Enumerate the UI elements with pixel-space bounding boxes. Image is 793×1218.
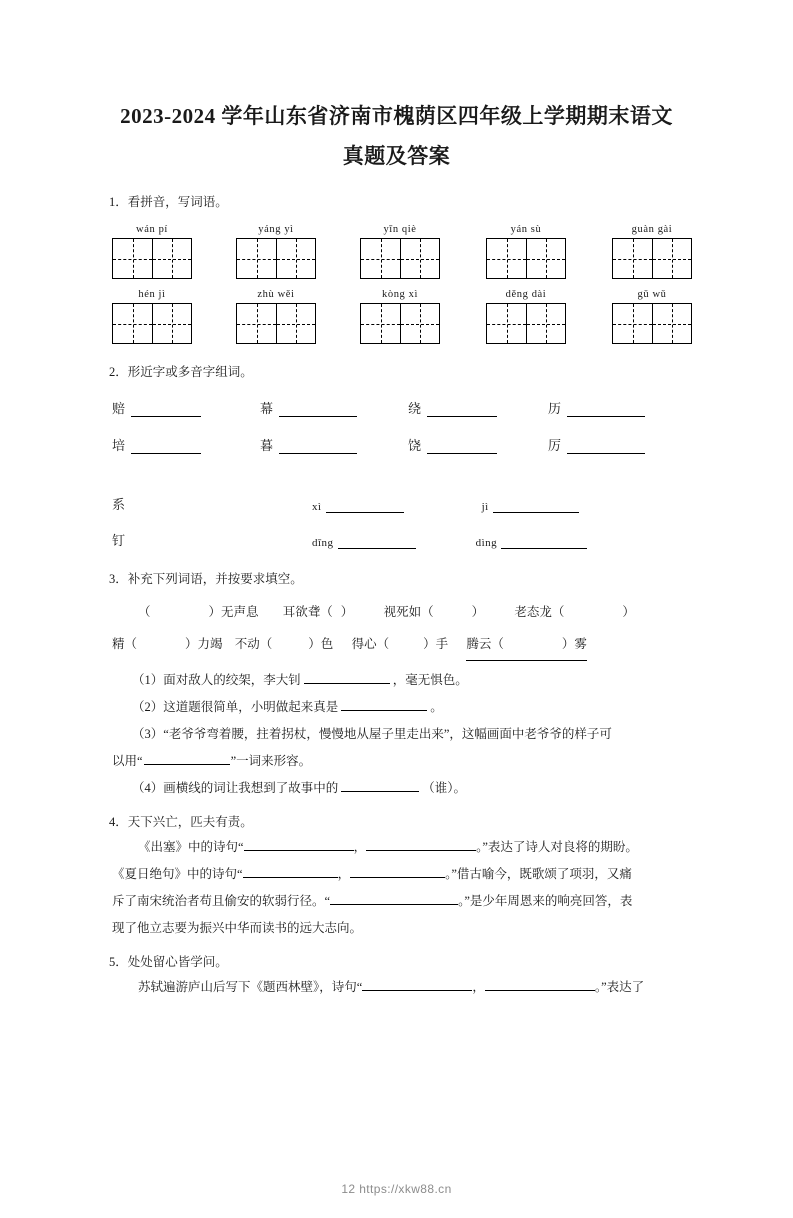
answer-blank[interactable] [341, 696, 427, 711]
word-formation-item [260, 398, 408, 417]
tianzige-cell[interactable] [526, 304, 565, 343]
word-formation-row-2 [112, 435, 696, 454]
word-char: 培 [112, 438, 126, 453]
title-line-1: 2023-2024 学年山东省济南市槐荫区四年级上学期期末语文 [120, 104, 673, 128]
idiom-pre: 耳欲聋（ [282, 605, 333, 619]
idiom-pre: 不动（ [234, 637, 273, 651]
word-char: 厉 [548, 438, 562, 453]
question-3-sub-4 [112, 775, 696, 802]
idiom-pre: 老态龙（ [514, 605, 565, 619]
idiom-post: ） [471, 605, 485, 619]
answer-blank[interactable] [362, 976, 472, 991]
idiom-pre: （ [138, 605, 151, 619]
line-mid: ， [472, 980, 485, 994]
idiom-line-1 [112, 597, 696, 627]
tianzige-cell[interactable] [487, 239, 526, 278]
question-1-prompt: 看拼音，写词语。 [127, 195, 228, 209]
tianzige-cell[interactable] [400, 239, 439, 278]
tianzige-cell[interactable] [526, 239, 565, 278]
answer-blank[interactable] [427, 402, 497, 417]
tianzige-cell[interactable] [361, 304, 400, 343]
question-3-sub-2 [112, 694, 696, 721]
page-title [0, 96, 793, 176]
tianzige-cell[interactable] [237, 239, 276, 278]
answer-blank[interactable] [350, 863, 445, 878]
tianzige-cell[interactable] [400, 304, 439, 343]
pinyin-label: kòng xì [382, 289, 418, 300]
word-char: 赔 [112, 401, 126, 416]
question-1-heading [109, 190, 696, 214]
answer-blank[interactable] [427, 439, 497, 454]
pinyin-label: yīn qiè [383, 224, 417, 235]
tianzige-box[interactable] [112, 238, 192, 279]
answer-blank[interactable] [567, 402, 645, 417]
sub-text-after: 。 [430, 700, 443, 714]
exam-page [0, 96, 793, 1218]
sub-text-before: 这道题很简单，小明做起来真是 [163, 700, 339, 714]
question-4-number: 4． [109, 815, 128, 829]
pinyin-label: wán pí [136, 224, 168, 235]
word-char: 暮 [260, 438, 274, 453]
word-char: 饶 [408, 438, 422, 453]
question-4-line-3 [112, 888, 696, 915]
polyphone-reading: jì [481, 501, 489, 513]
pinyin-grid-row-2 [112, 289, 696, 344]
answer-blank[interactable] [304, 669, 390, 684]
sub-text-after: ，毫无惧色。 [392, 673, 468, 687]
sub-text-before: 画横线的词让我想到了故事中的 [163, 781, 339, 795]
line-post: 。”表达了诗人对良将的期盼。 [476, 840, 638, 854]
answer-blank[interactable] [131, 439, 201, 454]
polyphone-row-ding [112, 530, 696, 549]
question-4-line-4: 现了他立志要为振兴中华而读书的远大志向。 [112, 921, 363, 935]
tianzige-cell[interactable] [487, 304, 526, 343]
pinyin-grid-group [486, 224, 566, 279]
tianzige-box[interactable] [236, 238, 316, 279]
tianzige-box[interactable] [612, 238, 692, 279]
question-4-prompt: 天下兴亡，匹夫有责。 [127, 815, 253, 829]
polyphone-reading: dīng [312, 537, 334, 549]
answer-blank[interactable] [244, 836, 354, 851]
exam-body [0, 190, 793, 1001]
line-pre: 斥了南宋统治者苟且偷安的软弱行径。“ [112, 894, 331, 908]
tianzige-box[interactable] [486, 303, 566, 344]
page-footer: 12 https://xkw88.cn [341, 1182, 452, 1196]
answer-blank[interactable] [326, 498, 404, 513]
answer-blank[interactable] [131, 402, 201, 417]
line-post: 。”表达了 [594, 980, 645, 994]
pinyin-grid-group [236, 224, 316, 279]
pinyin-grid-group [486, 289, 566, 344]
question-5-prompt: 处处留心皆学问。 [127, 955, 228, 969]
tianzige-box[interactable] [360, 303, 440, 344]
word-char: 历 [548, 401, 562, 416]
pinyin-label: zhù wěi [257, 289, 295, 300]
line-mid: ， [337, 867, 351, 881]
idiom-post: ）雾 [561, 637, 587, 651]
idiom-post: ） [340, 605, 354, 619]
answer-blank[interactable] [338, 534, 416, 549]
question-4-line-2 [112, 861, 696, 888]
answer-blank[interactable] [341, 777, 419, 792]
sub-text-b-pre: 以用“ [112, 754, 143, 768]
sub-label: （4） [132, 781, 164, 795]
idiom-pre: 精（ [112, 637, 138, 651]
polyphone-reading: xì [312, 501, 322, 513]
polyphone-row-xi [112, 494, 696, 513]
pinyin-label: gǔ wǔ [637, 289, 667, 300]
idiom-line-2 [112, 629, 696, 661]
question-1-number: 1． [109, 195, 128, 209]
tianzige-cell[interactable] [113, 239, 152, 278]
question-2-number: 2． [109, 365, 128, 379]
answer-blank[interactable] [493, 498, 579, 513]
tianzige-cell[interactable] [276, 239, 315, 278]
answer-blank[interactable] [243, 863, 338, 878]
line-pre: 苏轼遍游庐山后写下《题西林壁》，诗句“ [138, 980, 363, 994]
polyphone-reading: dìng [475, 537, 498, 549]
pinyin-label: děng dài [505, 289, 547, 300]
sub-label: （2） [132, 700, 164, 714]
answer-blank[interactable] [567, 439, 645, 454]
pinyin-label: yán sù [510, 224, 542, 235]
question-5-number: 5． [109, 955, 128, 969]
idiom-pre: 得心（ [351, 637, 390, 651]
question-5-line [112, 974, 696, 1001]
idiom-underlined [466, 629, 587, 661]
word-char: 绕 [408, 401, 422, 416]
idiom-post: ）色 [308, 637, 334, 651]
pinyin-grid-group [612, 289, 692, 344]
line-mid: ， [353, 840, 367, 854]
tianzige-cell[interactable] [152, 239, 191, 278]
idiom-post: ） [622, 605, 635, 619]
polyphone-char: 系 [112, 497, 126, 512]
idiom-post: ）力竭 [185, 637, 223, 651]
tianzige-box[interactable] [360, 238, 440, 279]
question-3-prompt: 补充下列词语，并按要求填空。 [127, 572, 303, 586]
question-3-sub-3 [112, 721, 696, 748]
title-line-2: 真题及答案 [342, 144, 451, 168]
tianzige-cell[interactable] [613, 239, 652, 278]
answer-blank[interactable] [279, 402, 357, 417]
idiom-post: ）手 [423, 637, 449, 651]
word-formation-item [408, 435, 548, 454]
sub-text-before: 面对敌人的绞架，李大钊 [163, 673, 301, 687]
tianzige-cell[interactable] [152, 304, 191, 343]
tianzige-cell[interactable] [276, 304, 315, 343]
word-formation-item [408, 398, 548, 417]
tianzige-cell[interactable] [113, 304, 152, 343]
answer-blank[interactable] [501, 534, 587, 549]
line-pre: 《出塞》中的诗句“ [138, 840, 244, 854]
question-3-sub-1 [112, 667, 696, 694]
question-2-prompt: 形近字或多音字组词。 [127, 365, 253, 379]
line-pre: 《夏日绝句》中的诗句“ [112, 867, 243, 881]
sub-text-b-post: ”一词来形容。 [230, 754, 312, 768]
word-formation-item [260, 435, 408, 454]
word-char: 幕 [260, 401, 274, 416]
answer-blank[interactable] [279, 439, 357, 454]
pinyin-grid-group [112, 289, 192, 344]
tianzige-cell[interactable] [652, 239, 691, 278]
pinyin-grid-group [612, 224, 692, 279]
question-4-line-1 [112, 834, 696, 861]
sub-text-a: “老爷爷弯着腰，拄着拐杖，慢慢地从屋子里走出来”，这幅画面中老爷爷的样子可 [163, 727, 612, 741]
sub-text-after: （谁）。 [422, 781, 467, 795]
pinyin-grid-row-1 [112, 224, 696, 279]
pinyin-grid-group [360, 224, 440, 279]
tianzige-box[interactable] [486, 238, 566, 279]
answer-blank[interactable] [366, 836, 476, 851]
question-2-heading [109, 360, 696, 384]
question-3-heading [109, 567, 696, 591]
tianzige-box[interactable] [236, 303, 316, 344]
question-5-heading [109, 950, 696, 974]
polyphone-char: 钉 [112, 533, 126, 548]
idiom-post: ）无声息 [208, 605, 259, 619]
line-post: 。”是少年周恩来的响亮回答，表 [458, 894, 633, 908]
tianzige-cell[interactable] [361, 239, 400, 278]
idiom-pre: 视死如（ [383, 605, 434, 619]
line-post: 。”借古喻今，既歌颂了项羽，又痛 [445, 867, 632, 881]
word-formation-item [548, 398, 645, 417]
tianzige-cell[interactable] [237, 304, 276, 343]
pinyin-grid-group [236, 289, 316, 344]
word-formation-row-1 [112, 398, 696, 417]
pinyin-grid-group [112, 224, 192, 279]
pinyin-grid-group [360, 289, 440, 344]
question-3-number: 3． [109, 572, 128, 586]
tianzige-cell[interactable] [613, 304, 652, 343]
pinyin-label: hén jì [138, 289, 166, 300]
sub-label: （3） [132, 727, 164, 741]
pinyin-label: guàn gài [631, 224, 673, 235]
answer-blank[interactable] [330, 890, 458, 905]
answer-blank[interactable] [485, 976, 595, 991]
word-formation-item [112, 398, 260, 417]
tianzige-box[interactable] [112, 303, 192, 344]
tianzige-box[interactable] [612, 303, 692, 344]
idiom-pre: 腾云（ [466, 637, 504, 651]
word-formation-item [112, 435, 260, 454]
answer-blank[interactable] [144, 750, 230, 765]
question-3-sub-3-cont [112, 748, 696, 775]
tianzige-cell[interactable] [652, 304, 691, 343]
pinyin-label: yáng yì [258, 224, 294, 235]
sub-label: （1） [132, 673, 164, 687]
word-formation-item [548, 435, 645, 454]
question-4-heading [109, 810, 696, 834]
